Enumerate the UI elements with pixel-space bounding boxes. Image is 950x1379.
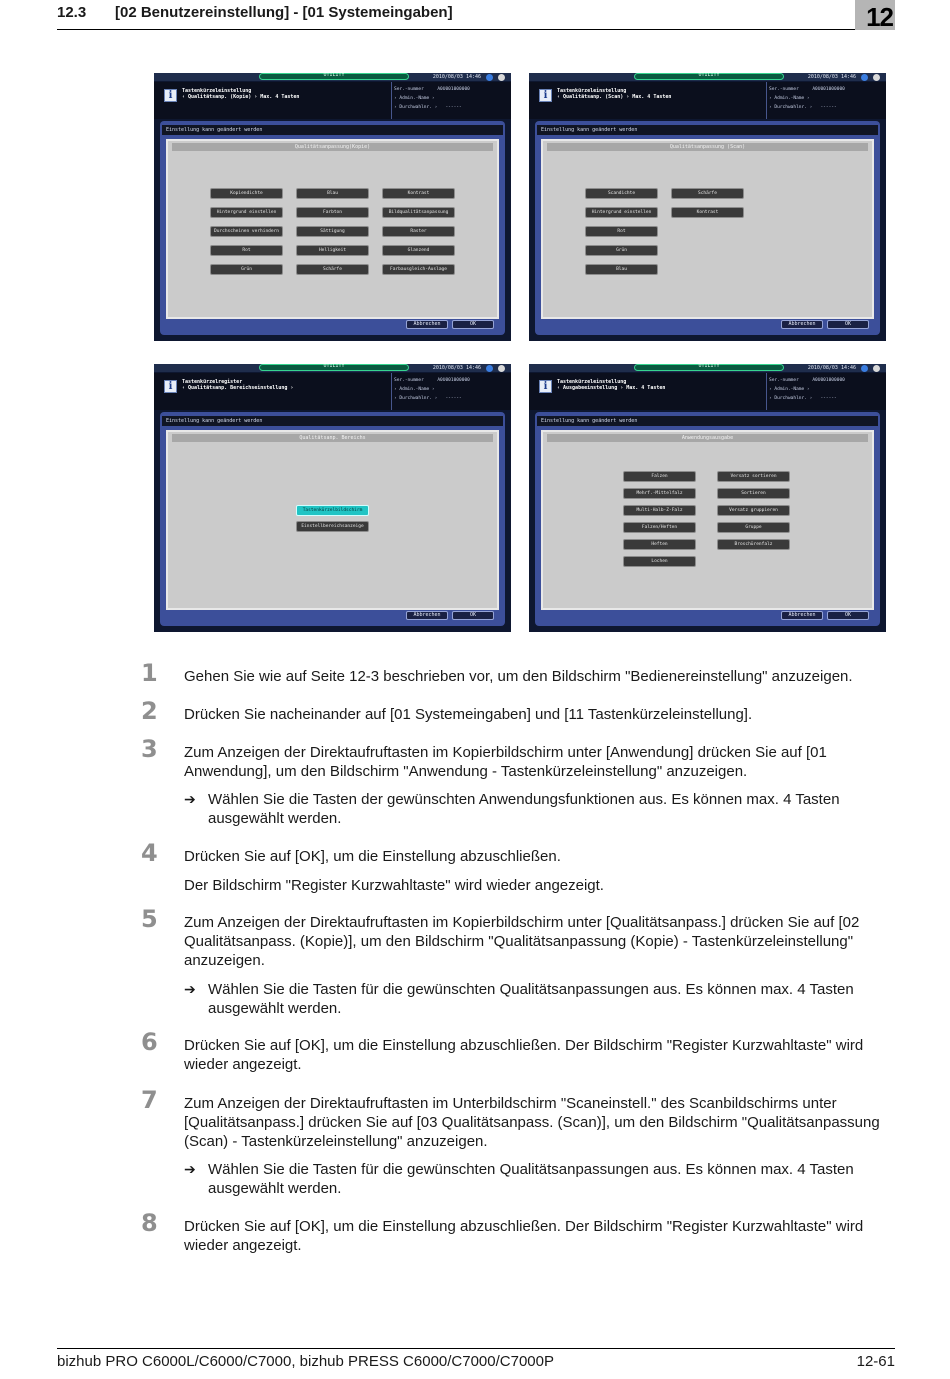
datetime: 2010/08/03 14:46 <box>432 365 481 371</box>
footer-product: bizhub PRO C6000L/C6000/C7000, bizhub PRESS C6000/C7000/C7000P <box>57 1353 554 1370</box>
panel-title: Qualitätsanp. Bereichs <box>172 434 493 442</box>
question-icon[interactable] <box>498 365 505 372</box>
screen-title-line1: Tastenkürzeleinstellung <box>182 88 252 94</box>
function-button[interactable]: Bildqualitätsanpassung <box>382 207 455 218</box>
cancel-button[interactable]: Abbrechen <box>406 320 448 329</box>
function-button[interactable]: Scandichte <box>585 188 658 199</box>
function-button[interactable]: Blau <box>585 264 658 275</box>
step-note: Wählen Sie die Tasten der gewünschten Anwendungsfunktionen aus. Es können max. 4 Tasten ausgewählt werden. <box>208 791 840 827</box>
arrow-icon: ➔ <box>184 1161 196 1177</box>
function-button[interactable]: Schärfe <box>296 264 369 275</box>
screen-title-line1: Tastenkürzeleinstellung <box>557 88 627 94</box>
function-button[interactable]: Schärfe <box>671 188 744 199</box>
screenshot-copy-quality <box>154 73 511 341</box>
datetime: 2010/08/03 14:46 <box>432 74 481 80</box>
question-icon[interactable] <box>873 365 880 372</box>
screen-title <box>182 379 293 391</box>
function-button[interactable]: Broschürenfalz <box>717 539 790 550</box>
section-number: 12.3 <box>57 4 87 21</box>
cancel-button[interactable]: Abbrechen <box>406 611 448 620</box>
screen-title <box>557 88 671 100</box>
step-text: Drücken Sie auf [OK], um die Einstellung abzuschließen. Der Bildschirm "Register Kurzwahltaste" wird wieder angezeigt. <box>184 1218 864 1254</box>
function-button[interactable]: Kopiendichte <box>210 188 283 199</box>
screen-title-line2: ‹ Ausgabeeinstellung › Max. 4 Tasten <box>557 385 666 391</box>
step-number: 3 <box>141 735 158 763</box>
notice-text: Einstellung kann geändert werden <box>162 416 503 426</box>
function-button[interactable]: Sortieren <box>717 488 790 499</box>
step-number: 8 <box>141 1209 158 1237</box>
function-button[interactable]: Tastenkürzelbildschirm <box>296 505 369 516</box>
step-number: 7 <box>141 1086 158 1114</box>
help-icon[interactable] <box>486 365 493 372</box>
info-icon: i <box>164 380 177 393</box>
chapter-tab <box>855 0 895 30</box>
screenshot-quality-area <box>154 364 511 632</box>
notice-text: Einstellung kann geändert werden <box>162 125 503 135</box>
function-button[interactable]: Farbton <box>296 207 369 218</box>
help-icon[interactable] <box>486 74 493 81</box>
info-icon: i <box>539 89 552 102</box>
header-divider <box>391 82 392 119</box>
screen-title <box>557 379 665 391</box>
screenshot-output-settings <box>529 364 886 632</box>
function-button[interactable]: Rot <box>210 245 283 256</box>
function-button[interactable]: Versatz sortieren <box>717 471 790 482</box>
function-button[interactable]: Grün <box>210 264 283 275</box>
screenshot-scan-quality <box>529 73 886 341</box>
info-icon: i <box>164 89 177 102</box>
machine-info: Ser.-nummer A0U001000000 › Admin.-Name › › Durchwahlnr. › ------ <box>394 87 470 110</box>
screen-title-line1: Tastenkürzelregister <box>182 379 243 385</box>
utility-tab[interactable] <box>634 364 784 371</box>
function-button[interactable]: Multi-Halb-Z-Falz <box>623 505 696 516</box>
step-number: 4 <box>141 839 158 867</box>
function-button[interactable]: Blau <box>296 188 369 199</box>
cancel-button[interactable]: Abbrechen <box>781 320 823 329</box>
function-button[interactable]: Durchscheinen verhindern <box>210 226 283 237</box>
function-button[interactable]: Hintergrund einstellen <box>210 207 283 218</box>
machine-info: Ser.-nummer A0U001000000 › Admin.-Name › › Durchwahlnr. › ------ <box>394 378 470 401</box>
function-button[interactable]: Raster <box>382 226 455 237</box>
function-button[interactable]: Falzen/Heften <box>623 522 696 533</box>
function-button[interactable]: Lochen <box>623 556 696 567</box>
help-icon[interactable] <box>861 365 868 372</box>
step-number: 2 <box>141 697 158 725</box>
settings-panel <box>541 430 874 610</box>
footer-page-number: 12-61 <box>856 1353 895 1370</box>
step-text: Gehen Sie wie auf Seite 12-3 beschrieben vor, um den Bildschirm "Bedienereinstellung" anzuzeigen. <box>184 668 853 685</box>
page-header <box>57 0 895 30</box>
function-button[interactable]: Versatz gruppieren <box>717 505 790 516</box>
chapter-number: 12 <box>866 2 893 32</box>
screen-title-line2: ‹ Qualitätsanp. (Kopie) › Max. 4 Tasten <box>182 94 300 100</box>
function-button[interactable]: Mehrf.-Mittelfalz <box>623 488 696 499</box>
arrow-icon: ➔ <box>184 981 196 997</box>
step-text: Drücken Sie nacheinander auf [01 Systemeingaben] und [11 Tastenkürzeleinstellung]. <box>184 706 753 723</box>
step-text: Zum Anzeigen der Direktaufruftasten im Kopierbildschirm unter [Qualitätsanpass.] drücken Sie auf [02 Qualitätsanpass. (Kopie)], um den Bildschirm "Qualitätsanpassung (Kopie) - Tastenkürzeleinstellung" anzuzeigen. <box>184 914 860 969</box>
ok-button[interactable]: OK <box>452 320 494 329</box>
utility-label: UTILITY <box>323 364 345 369</box>
notice-text: Einstellung kann geändert werden <box>537 416 878 426</box>
screen-title-line2: ‹ Qualitätsanp. (Scan) › Max. 4 Tasten <box>557 94 672 100</box>
step-text: Drücken Sie auf [OK], um die Einstellung abzuschließen. <box>184 848 561 865</box>
function-button[interactable]: Einstellbereichsanzeige <box>296 521 369 532</box>
step-text: Drücken Sie auf [OK], um die Einstellung abzuschließen. Der Bildschirm "Register Kurzwahltaste" wird wieder angezeigt. <box>184 1037 864 1073</box>
ok-button[interactable]: OK <box>827 320 869 329</box>
step-note: Wählen Sie die Tasten für die gewünschten Qualitätsanpassungen aus. Es können max. 4 Tasten ausgewählt werden. <box>208 981 854 1017</box>
panel-title: Qualitätsanpassung(Kopie) <box>172 143 493 151</box>
step-text: Zum Anzeigen der Direktaufruftasten im Unterbildschirm "Scaneinstell." des Scanbildschirms unter [Qualitätsanpass.] drücken Sie auf [03 Qualitätsanpass. (Scan)], um den Bildschirm "Qualitätsanpassung (Scan) - Tastenkürzeleinstellung" anzuzeigen. <box>184 1095 880 1150</box>
function-button[interactable]: Helligkeit <box>296 245 369 256</box>
utility-tab[interactable] <box>259 73 409 80</box>
notice-text: Einstellung kann geändert werden <box>537 125 878 135</box>
section-title: [02 Benutzereinstellung] - [01 Systemeingaben] <box>115 4 453 21</box>
question-icon[interactable] <box>873 74 880 81</box>
screen-title-line2: ‹ Qualitätsanp. Bereichseinstellung › <box>182 385 294 391</box>
header-divider <box>391 373 392 410</box>
cancel-button[interactable]: Abbrechen <box>781 611 823 620</box>
screen-title <box>182 88 299 100</box>
step-text: Zum Anzeigen der Direktaufruftasten im Kopierbildschirm unter [Anwendung] drücken Sie auf [01 Anwendung], um den Bildschirm "Anwendung - Tastenkürzeleinstellung" anzuzeigen. <box>184 744 827 780</box>
machine-info: Ser.-nummer A0U001000000 › Admin.-Name › › Durchwahlnr. › ------ <box>769 87 845 110</box>
datetime: 2010/08/03 14:46 <box>807 74 856 80</box>
step-number: 6 <box>141 1028 158 1056</box>
function-button[interactable]: Gruppe <box>717 522 790 533</box>
utility-label: UTILITY <box>698 73 720 78</box>
step-number: 5 <box>141 905 158 933</box>
header-divider <box>766 82 767 119</box>
info-icon: i <box>539 380 552 393</box>
function-button[interactable]: Hintergrund einstellen <box>585 207 658 218</box>
function-button[interactable]: Heften <box>623 539 696 550</box>
panel-title: Qualitätsanpassung (Scan) <box>547 143 868 151</box>
function-button[interactable]: Grün <box>585 245 658 256</box>
utility-label: UTILITY <box>698 364 720 369</box>
function-button[interactable]: Falzen <box>623 471 696 482</box>
settings-panel <box>166 430 499 610</box>
question-icon[interactable] <box>498 74 505 81</box>
page-footer <box>57 1348 895 1379</box>
function-button[interactable]: Kontrast <box>671 207 744 218</box>
function-button[interactable]: Glanzend <box>382 245 455 256</box>
utility-tab[interactable] <box>259 364 409 371</box>
function-button[interactable]: Rot <box>585 226 658 237</box>
function-button[interactable]: Kontrast <box>382 188 455 199</box>
ok-button[interactable]: OK <box>452 611 494 620</box>
arrow-icon: ➔ <box>184 791 196 807</box>
help-icon[interactable] <box>861 74 868 81</box>
function-button[interactable]: Sättigung <box>296 226 369 237</box>
panel-title: Anwendungsausgabe <box>547 434 868 442</box>
header-divider <box>766 373 767 410</box>
machine-info: Ser.-nummer A0U001000000 › Admin.-Name › › Durchwahlnr. › ------ <box>769 378 845 401</box>
screen-title-line1: Tastenkürzeleinstellung <box>557 379 627 385</box>
step-result: Der Bildschirm "Register Kurzwahltaste" wird wieder angezeigt. <box>184 877 604 894</box>
utility-tab[interactable] <box>634 73 784 80</box>
step-note: Wählen Sie die Tasten für die gewünschten Qualitätsanpassungen aus. Es können max. 4 Tasten ausgewählt werden. <box>208 1161 854 1197</box>
datetime: 2010/08/03 14:46 <box>807 365 856 371</box>
function-button[interactable]: Farbausgleich-Auslage <box>382 264 455 275</box>
step-number: 1 <box>141 659 158 687</box>
utility-label: UTILITY <box>323 73 345 78</box>
ok-button[interactable]: OK <box>827 611 869 620</box>
